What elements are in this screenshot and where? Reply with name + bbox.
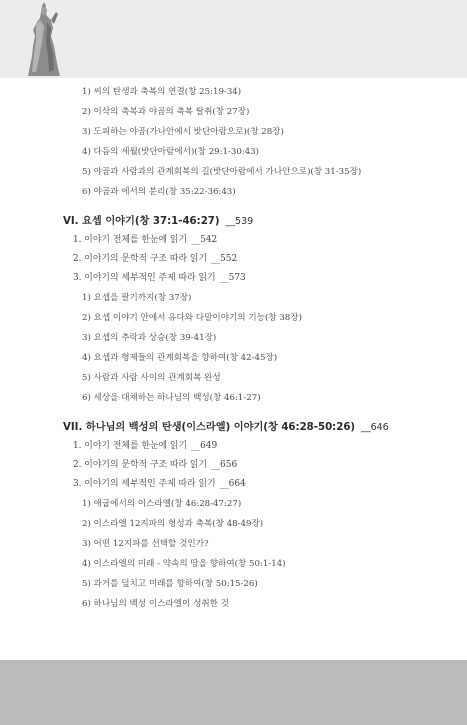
header-band — [0, 0, 467, 78]
section-vii-page: __646 — [361, 422, 389, 433]
toc-sub-entry[interactable]: 2) 이스라엘 12지파의 형성과 축복(창 48-49장) — [82, 519, 264, 529]
toc-sub-entry[interactable]: 5) 과거를 덮치고 미래를 향하여(창 50:15-26) — [82, 579, 258, 589]
toc-sub-entry[interactable]: 5) 야곱과 사람과의 관계회복의 길(밧단아람에서 가나안으로)(창 31-35장) — [82, 167, 362, 177]
toc-item-page: __649 — [191, 441, 218, 451]
toc-item[interactable] — [73, 457, 237, 470]
toc-item-page: __573 — [219, 273, 246, 283]
toc-sub-entry[interactable]: 2) 요셉 이야기 안에서 유다와 다말이야기의 기능(창 38장) — [82, 313, 302, 323]
toc-item-label: 2. 이야기의 문학적 구조 따라 읽기 — [73, 254, 208, 264]
section-vii-title: VII. 하나님의 백성의 탄생(이스라엘) 이야기(창 46:28-50:26) — [63, 422, 356, 433]
toc-sub-entry[interactable]: 6) 야곱과 에서의 분리(창 35:22-36:43) — [82, 187, 236, 197]
toc-item[interactable] — [73, 270, 246, 283]
toc-sub-entry[interactable]: 3) 어떤 12지파를 선택할 것인가? — [82, 539, 209, 549]
toc-item-label: 1. 이야기 전체를 한눈에 읽기 — [73, 235, 188, 245]
toc-sub-entry[interactable]: 1) 씨의 탄생과 축복의 연결(창 25:19-34) — [82, 87, 242, 97]
section-vi-page: __539 — [225, 216, 254, 227]
toc-item[interactable] — [73, 251, 237, 264]
toc-item-page: __542 — [191, 235, 218, 245]
toc-item[interactable] — [73, 232, 217, 245]
toc-sub-entry[interactable]: 4) 다듬의 세월(밧단아람에서)(창 29:1-30:43) — [82, 147, 260, 157]
toc-item-page: __664 — [219, 479, 246, 489]
section-vi-heading[interactable] — [63, 212, 253, 227]
toc-item-page: __656 — [211, 460, 238, 470]
toc-sub-entry[interactable]: 5) 사람과 사람 사이의 관계회복 완성 — [82, 373, 221, 383]
toc-item[interactable] — [73, 476, 246, 489]
toc-sub-entry[interactable]: 6) 하나님의 백성 이스라엘이 성취한 것 — [82, 599, 230, 609]
toc-sub-entry[interactable]: 4) 이스라엘의 미래 - 약속의 땅을 향하여(창 50:1-14) — [82, 559, 286, 569]
toc-sub-entry[interactable]: 2) 이삭의 축복과 야곱의 축복 탈취(창 27장) — [82, 107, 250, 117]
toc-sub-entry[interactable]: 1) 요셉을 팔기까지(창 37장) — [82, 293, 192, 303]
toc-sub-entry[interactable]: 3) 요셉의 추락과 상승(창 39-41장) — [82, 333, 217, 343]
toc-sub-entry[interactable]: 4) 요셉과 형제들의 관계회복을 향하여(창 42-45장) — [82, 353, 278, 363]
toc-item-label: 3. 이야기의 세부적인 주제 따라 읽기 — [73, 479, 216, 489]
footer-band — [0, 660, 467, 725]
toc-item[interactable] — [73, 438, 217, 451]
statue-illustration — [20, 2, 66, 76]
toc-item-label: 1. 이야기 전체를 한눈에 읽기 — [73, 441, 188, 451]
toc-item-page: __552 — [211, 254, 238, 264]
toc-sub-entry[interactable]: 6) 세상을 대채하는 하나님의 백성(창 46:1-27) — [82, 393, 261, 403]
toc-item-label: 3. 이야기의 세부적인 주제 따라 읽기 — [73, 273, 216, 283]
toc-sub-entry[interactable]: 3) 도피하는 야곱(가나안에서 밧단아람으로)(창 28장) — [82, 127, 284, 137]
toc-sub-entry[interactable]: 1) 애굽에서의 이스라엘(창 46:28-47:27) — [82, 499, 242, 509]
section-vi-title: VI. 요셉 이야기(창 37:1-46:27) — [63, 216, 220, 227]
toc-item-label: 2. 이야기의 문학적 구조 따라 읽기 — [73, 460, 208, 470]
section-vii-heading[interactable] — [63, 418, 389, 433]
